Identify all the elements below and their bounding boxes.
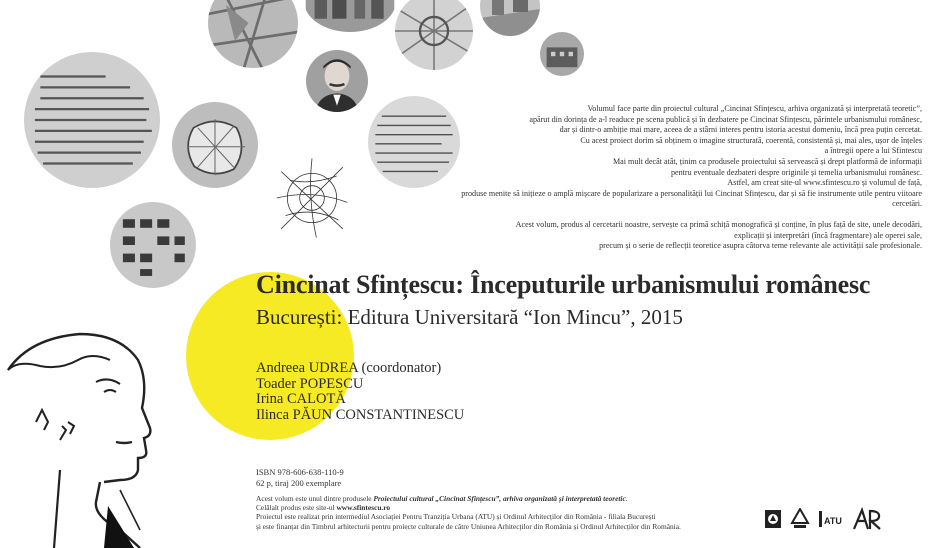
book-title: Cincinat Sfințescu: Începuturile urbanismului românesc — [256, 270, 871, 299]
author-name: Irina CALOTĂ — [256, 391, 346, 407]
isbn-code: ISBN 978-606-638-110-9 — [256, 467, 344, 477]
author-list — [256, 361, 464, 423]
archive-photo-circle-map-top — [208, 0, 298, 68]
archive-document-circle-right — [368, 96, 460, 188]
isbn-block — [256, 467, 344, 488]
project-description — [452, 104, 922, 252]
footer-line-3: Proiectul este realizat prin intermediul Asociației Pentru Tranziția Urbana (ATU) și Ordinul Arhitecților din România - filiala București — [256, 512, 656, 522]
footer-line-4: și este finanțat din Timbrul arhitecturii pentru proiecte culturale de către Uniunea Arhitecților din România și Ordinul Arhitecților din România. — [256, 521, 681, 531]
uar-logo-icon — [790, 508, 810, 530]
project-name: Proiectului cultural „Cincinat Sfințescu”, arhiva organizată și interpretată teoretic — [373, 494, 626, 503]
description-line: pentru eventuale dezbateri despre originile și temelia urbanismului românesc. — [670, 167, 922, 177]
description-line: Volumul face parte din proiectul cultural „Cincinat Sfințescu, arhiva organizată și interpretată teoretic”, — [587, 104, 922, 113]
archive-map-circle-city-plan — [172, 102, 258, 188]
archive-plan-circle-bottom — [110, 202, 196, 288]
paragraph-gap — [452, 210, 922, 220]
archive-photo-circle-building — [540, 32, 584, 76]
site-link[interactable]: www.sfintescu.ro — [336, 503, 391, 513]
description-line: dar și dintr-o ambiție mai mare, aceea de a stârni interes pentru istoria acestui domeniu, încă prea puțin cercetat. — [559, 125, 922, 135]
author-name: Andreea UDREA (coordonator) — [256, 360, 442, 376]
svg-text:ATU: ATU — [824, 516, 842, 526]
oar-logo-icon — [764, 509, 782, 529]
description-line: explicații și interpretări (încă fragmentare) ale operei sale, — [734, 230, 922, 240]
footer-text: Celălalt produs este site-ul — [256, 503, 337, 513]
description-line: produse menite să inițieze o amplă mișcare de popularizare a personalității lui Cincinat Sfințescu, dar și să fie instrumente utile pentru viitoare cercetări. — [461, 188, 922, 209]
description-line: Acest volum, produs al cercetarii noastre, servește ca primă schiță monografică și conține, în plus față de site, unele decodări, — [515, 219, 922, 229]
footer-line-2 — [256, 503, 756, 512]
description-line: a întregii opere a lui Sfintescu — [824, 146, 922, 156]
atu-logo-icon — [818, 508, 844, 530]
footer-text: . — [625, 494, 628, 503]
description-line: apărut din dorința de a-l readuce pe scena publică și în dezbatere pe Cincinat Sfințescu, părintele urbanismului românesc, — [529, 114, 922, 124]
description-line: Astfel, am creat site-ul www.sfintescu.ro și volumul de față, — [727, 178, 922, 188]
ar-logo-icon — [852, 507, 884, 531]
archive-photo-circle-street — [480, 0, 540, 36]
archive-document-circle-large — [24, 52, 160, 188]
footer-line-1 — [256, 494, 756, 503]
description-line: Cu acest proiect dorim să obținem o imagine structurată, coerentă, consistentă și, mai ales, ușor de înțeles — [580, 135, 922, 145]
archive-photo-circle-city-top — [304, 0, 396, 32]
author-name: Toader POPESCU — [256, 375, 364, 392]
author-name: Ilinca PĂUN CONSTANTINESCU — [256, 406, 465, 423]
book-publisher: București: Editura Universitară “Ion Mincu”, 2015 — [256, 305, 683, 329]
portrait-photo-circle — [306, 50, 368, 112]
description-line: precum și o serie de reflecții teoretice asupra câtorva teme relevante ale activității sale profesionale. — [599, 241, 922, 251]
page-count: 62 p, tiraj 200 exemplare — [256, 477, 342, 488]
partner-logos — [764, 506, 884, 532]
footer-credits — [256, 494, 756, 531]
footer-text: Acest volum este unul dintre produsele — [256, 494, 374, 503]
archive-photo-circle-map-right — [395, 0, 473, 70]
description-line: Mai mult decât atât, ținim ca produsele proiectului să servească și drept platformă de informații — [612, 156, 922, 166]
sfintescu-line-portrait — [0, 330, 170, 548]
street-network-circle — [268, 154, 356, 242]
